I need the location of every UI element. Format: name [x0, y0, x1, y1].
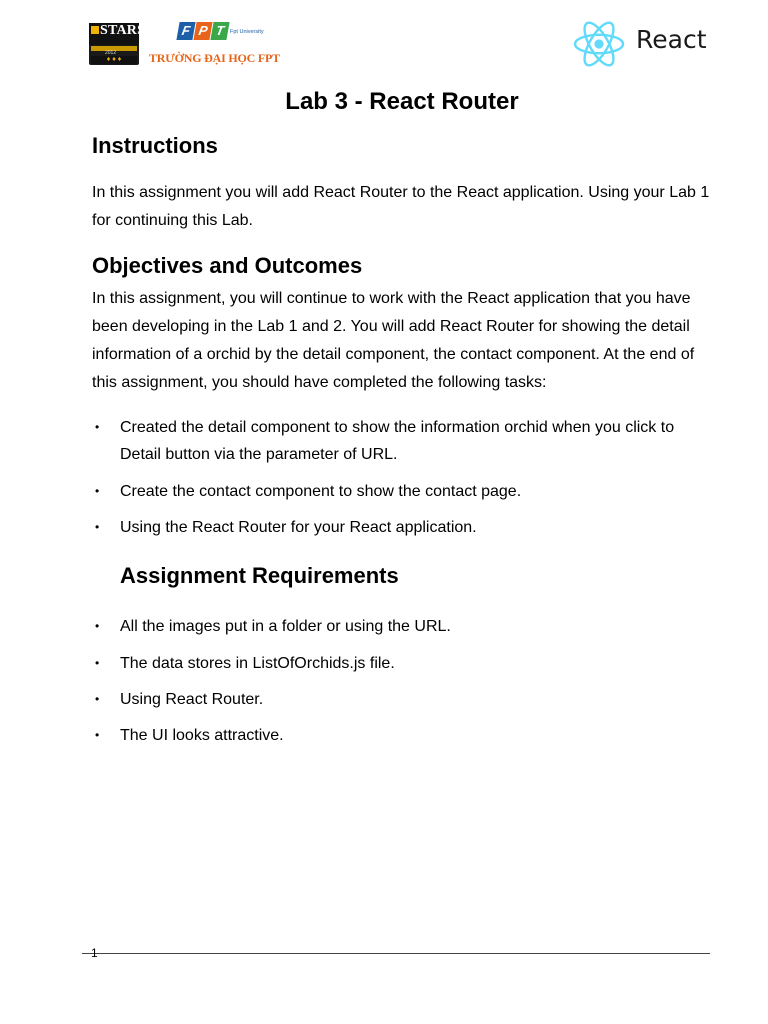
objectives-heading: Objectives and Outcomes	[92, 253, 363, 278]
stars-logo-word: STARS	[100, 23, 146, 38]
react-logo-word: React	[636, 25, 707, 54]
requirement-list-item	[95, 722, 715, 749]
requirement-text: The data stores in ListOfOrchids.js file.	[120, 655, 395, 672]
fpt-logo-school-name: TRƯỜNG ĐẠI HỌC FPT	[149, 51, 280, 65]
requirement-list-item	[95, 650, 715, 677]
requirement-list-item	[95, 613, 715, 640]
requirements-heading: Assignment Requirements	[120, 563, 399, 588]
task-list-item	[95, 514, 715, 541]
footer-divider	[82, 953, 710, 954]
stars-logo-dots: ♦ ♦ ♦	[91, 56, 137, 64]
task-text: Create the contact component to show the contact page.	[120, 483, 522, 500]
fpt-logo-letter-p: P	[193, 22, 212, 40]
bullet-icon: •	[95, 484, 100, 498]
instructions-heading: Instructions	[92, 133, 218, 158]
fpt-university-logo	[146, 20, 280, 68]
bullet-icon: •	[95, 656, 100, 670]
stars-rating-logo	[89, 23, 146, 65]
requirement-list-item	[95, 686, 715, 713]
document-title: Lab 3 - React Router	[285, 88, 519, 115]
fpt-logo-subtitle: Fpt University	[230, 29, 264, 35]
react-logo	[572, 20, 712, 68]
objectives-text: In this assignment, you will continue to work with the React application that you have been developing in the Lab 1 and 2. You will add React Router for showing the detail information of a orchid by the detail component, the contact component. At the end of this assignment, you should have completed the following tasks:	[92, 290, 695, 391]
task-text: Created the detail component to show the information orchid when you click to Detail button via the parameter of URL.	[120, 419, 675, 463]
requirement-text: All the images put in a folder or using the URL.	[120, 618, 451, 635]
instructions-text: In this assignment you will add React Router to the React application. Using your Lab 1 for continuing this Lab.	[92, 184, 710, 229]
task-list-item	[95, 414, 715, 468]
fpt-logo-letter-t: T	[210, 22, 229, 40]
bullet-icon: •	[95, 520, 100, 534]
task-text: Using the React Router for your React application.	[120, 519, 477, 536]
bullet-icon: •	[95, 420, 100, 434]
requirement-text: The UI looks attractive.	[120, 727, 284, 744]
fpt-logo-letter-f: F	[176, 22, 195, 40]
page-number: 1	[91, 946, 98, 960]
requirement-text: Using React Router.	[120, 691, 264, 708]
react-atom-icon	[572, 21, 626, 67]
stars-logo-year: 2012	[105, 50, 117, 56]
bullet-icon: •	[95, 692, 100, 706]
bullet-icon: •	[95, 728, 100, 742]
bullet-icon: •	[95, 619, 100, 633]
task-list-item	[95, 478, 715, 505]
